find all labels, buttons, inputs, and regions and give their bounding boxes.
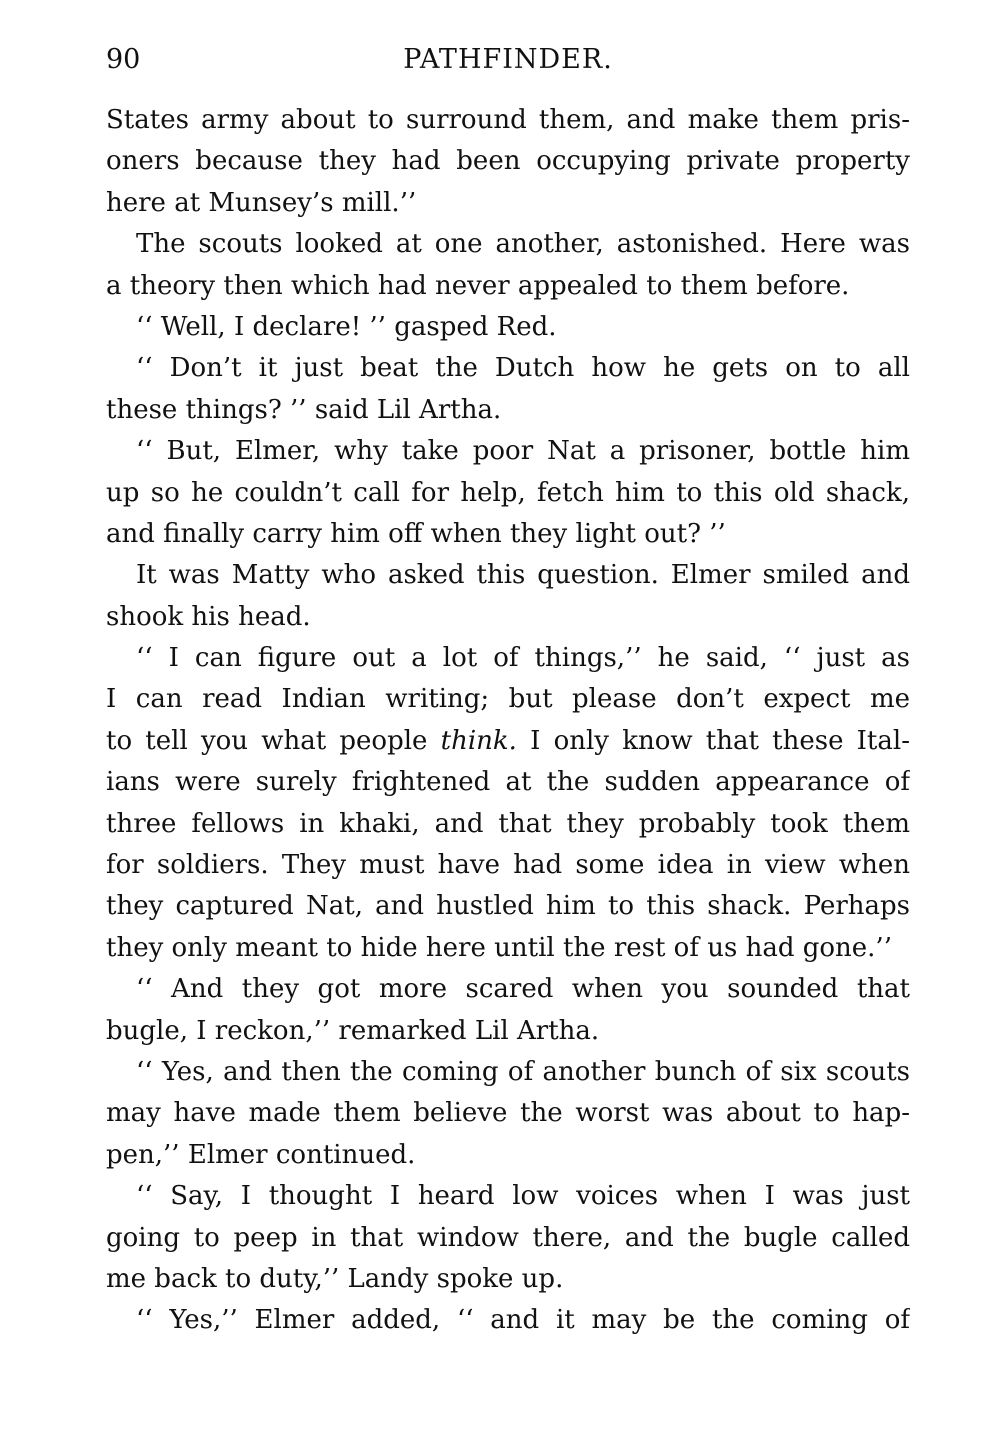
- text-line: shook his head.: [106, 601, 311, 632]
- text-line: pen,’’ Elmer continued.: [106, 1139, 416, 1170]
- text-line: they only meant to hide here until the rest of us had gone.’’: [106, 932, 892, 963]
- text-line: may have made them believe the worst was about to hap-: [106, 1098, 910, 1129]
- text-line: States army about to surround them, and make them pris-: [106, 105, 910, 135]
- text-line: a theory then which had never appealed to them before.: [106, 270, 850, 301]
- text-line: for soldiers. They must have had some idea in view when: [106, 850, 910, 881]
- text-line-with-italic: [106, 721, 910, 762]
- page-number: 90: [106, 44, 141, 75]
- text-line: ‘‘ Yes,’’ Elmer added, ‘‘ and it may be the coming of: [136, 1305, 910, 1336]
- text-line: ‘‘ Yes, and then the coming of another bunch of six scouts: [136, 1056, 910, 1087]
- text-line: ‘‘ Well, I declare! ’’ gasped Red.: [136, 311, 557, 342]
- text-line: here at Munsey’s mill.’’: [106, 187, 417, 218]
- text-line: ‘‘ And they got more scared when you sounded that: [136, 974, 910, 1005]
- running-head: PATHFINDER.: [403, 44, 613, 75]
- text-span: to tell you what people: [106, 725, 428, 756]
- text-line: oners because they had been occupying private property: [106, 146, 910, 177]
- text-line: bugle, I reckon,’’ remarked Lil Artha.: [106, 1015, 600, 1046]
- text-line: three fellows in khaki, and that they probably took them: [106, 808, 910, 839]
- text-line: ‘‘ But, Elmer, why take poor Nat a prisoner, bottle him: [136, 436, 910, 467]
- text-line: I can read Indian writing; but please don’t expect me: [106, 684, 910, 715]
- text-line: going to peep in that window there, and the bugle called: [106, 1222, 910, 1253]
- text-span: I only know that these Ital-: [530, 725, 910, 756]
- text-line: ians were surely frightened at the sudden appearance of: [106, 767, 910, 798]
- text-line: and finally carry him off when they light out? ’’: [106, 518, 726, 549]
- text-line: It was Matty who asked this question. Elmer smiled and: [136, 560, 910, 591]
- text-line: up so he couldn’t call for help, fetch him to this old shack,: [106, 477, 910, 508]
- text-line: ‘‘ I can figure out a lot of things,’’ he said, ‘‘ just as: [136, 643, 910, 674]
- text-line: me back to duty,’’ Landy spoke up.: [106, 1263, 564, 1294]
- text-line: these things? ’’ said Lil Artha.: [106, 394, 502, 425]
- text-line: The scouts looked at one another, astonished. Here was: [136, 229, 910, 260]
- italic-word: think.: [440, 725, 517, 756]
- body-text: [106, 100, 910, 1342]
- page-header: [106, 42, 910, 82]
- text-line: they captured Nat, and hustled him to this shack. Perhaps: [106, 891, 910, 922]
- text-line: ‘‘ Say, I thought I heard low voices when I was just: [136, 1181, 910, 1212]
- text-line: ‘‘ Don’t it just beat the Dutch how he gets on to all: [136, 353, 910, 384]
